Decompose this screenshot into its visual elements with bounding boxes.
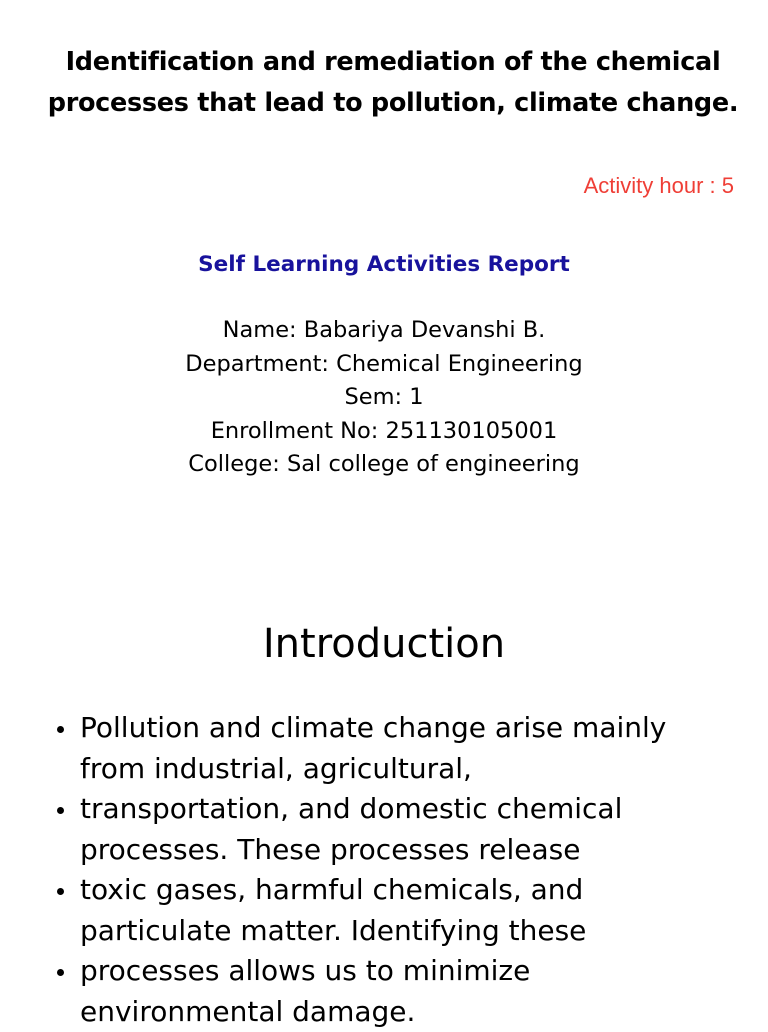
student-college: College: Sal college of engineering [188, 451, 580, 478]
bullet-text: processes allows us to minimize environmental damage. [80, 954, 531, 1028]
document-title: Identification and remediation of the chemical processes that lead to pollution, climate change. [47, 47, 739, 118]
bullet-item [80, 789, 720, 870]
activity-hour-label: Activity hour : 5 [583, 173, 734, 198]
report-heading: Self Learning Activities Report [198, 252, 570, 277]
bullet-item [80, 870, 720, 951]
bullet-text: toxic gases, harmful chemicals, and particulate matter. Identifying these [80, 873, 587, 947]
bullet-text: transportation, and domestic chemical processes. These processes release [80, 792, 623, 866]
student-semester: Sem: 1 [344, 384, 424, 411]
student-enrollment-number: Enrollment No: 251130105001 [210, 417, 558, 444]
introduction-bullet-list [80, 708, 720, 1032]
bullet-dot-icon [57, 807, 64, 814]
bullet-item [80, 708, 720, 789]
student-name: Name: Babariya Devanshi B. [222, 317, 546, 343]
bullet-item [80, 951, 720, 1032]
student-department: Department: Chemical Engineering [185, 350, 583, 377]
bullet-dot-icon [57, 969, 64, 976]
student-details [0, 314, 768, 482]
bullet-text: Pollution and climate change arise mainly from industrial, agricultural, [80, 711, 667, 785]
section-title-introduction: Introduction [262, 621, 506, 667]
bullet-dot-icon [57, 726, 64, 733]
bullet-dot-icon [57, 888, 64, 895]
